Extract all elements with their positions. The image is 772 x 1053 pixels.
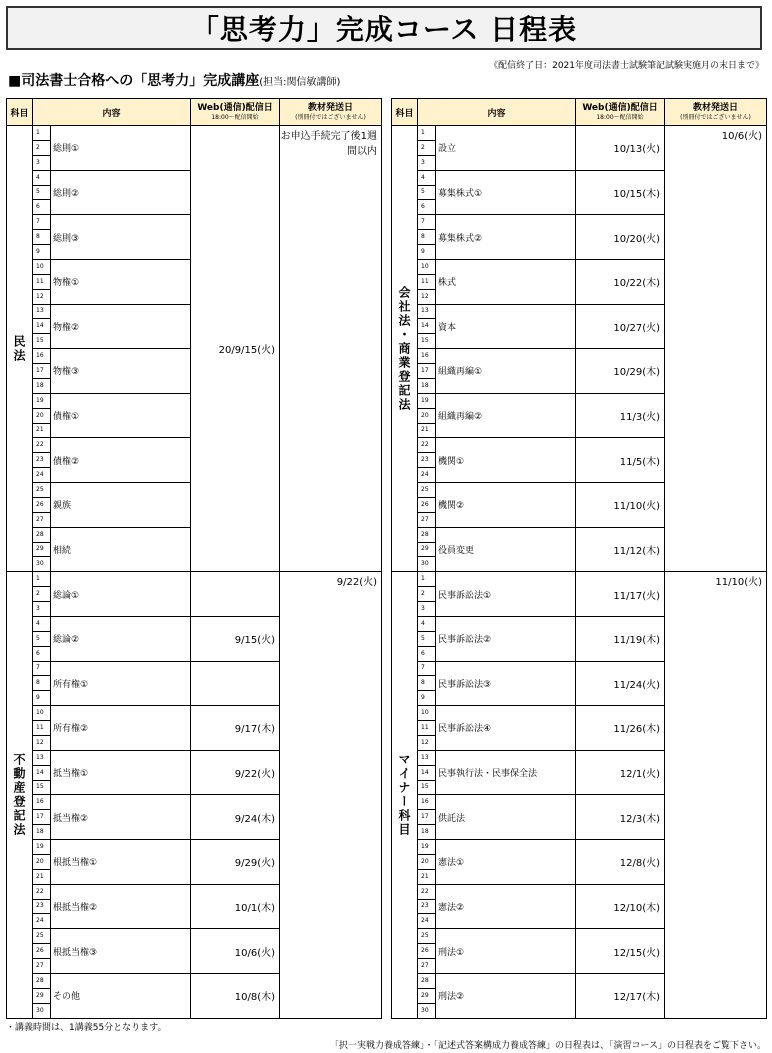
web-date-cell: 9/24(木) (191, 795, 280, 840)
row-number: 15 (418, 334, 436, 349)
row-number: 9 (33, 245, 51, 260)
web-date-cell: 10/20(火) (576, 215, 665, 260)
web-date-cell: 10/22(木) (576, 259, 665, 304)
topic-cell: 抵当権② (51, 795, 191, 840)
row-number: 22 (33, 438, 51, 453)
schedule-table-left (6, 98, 382, 1019)
row-number: 21 (33, 869, 51, 884)
table-row (392, 572, 767, 587)
row-number: 7 (33, 215, 51, 230)
header-subject: 科目 (392, 99, 418, 126)
row-number: 5 (418, 185, 436, 200)
web-date-cell: 11/5(木) (576, 438, 665, 483)
topic-cell: 物権② (51, 304, 191, 349)
row-number: 6 (33, 200, 51, 215)
row-number: 5 (33, 185, 51, 200)
row-number: 14 (33, 319, 51, 334)
row-number: 7 (33, 661, 51, 676)
row-number: 28 (418, 527, 436, 542)
row-number: 25 (33, 483, 51, 498)
row-number: 2 (418, 587, 436, 602)
row-number: 4 (33, 170, 51, 185)
topic-cell: 民事訴訟法② (436, 616, 576, 661)
web-date-cell: 10/6(火) (191, 929, 280, 974)
web-date-cell: 12/15(火) (576, 929, 665, 974)
topic-cell: 憲法① (436, 840, 576, 885)
row-number: 30 (418, 1003, 436, 1018)
subject-cell: 不動産登記法 (7, 572, 33, 1019)
table-row (392, 126, 767, 141)
ship-date-cell: お申込手続完了後1週間以内 (280, 126, 382, 572)
row-number: 10 (418, 259, 436, 274)
row-number: 22 (33, 884, 51, 899)
topic-cell: 総則③ (51, 215, 191, 260)
topic-cell: 抵当権① (51, 750, 191, 795)
row-number: 24 (33, 914, 51, 929)
row-number: 19 (418, 840, 436, 855)
row-number: 6 (33, 646, 51, 661)
web-date-cell: 9/29(火) (191, 840, 280, 885)
web-date-cell: 11/17(火) (576, 572, 665, 617)
topic-cell: 物権① (51, 259, 191, 304)
row-number: 5 (418, 631, 436, 646)
header-content: 内容 (33, 99, 191, 126)
topic-cell: 債権② (51, 438, 191, 483)
row-number: 13 (418, 304, 436, 319)
row-number: 23 (418, 453, 436, 468)
deadline-note: 《配信終了日：2021年度司法書士試験筆記試験実施月の末日まで》 (489, 61, 764, 71)
topic-cell: 親族 (51, 483, 191, 528)
row-number: 27 (418, 512, 436, 527)
row-number: 24 (418, 914, 436, 929)
row-number: 21 (418, 869, 436, 884)
row-number: 3 (33, 155, 51, 170)
row-number: 26 (418, 497, 436, 512)
row-number: 7 (418, 661, 436, 676)
topic-cell: 民事執行法・民事保全法 (436, 750, 576, 795)
topic-cell: 所有権② (51, 706, 191, 751)
row-number: 15 (418, 780, 436, 795)
web-date-cell: 11/19(木) (576, 616, 665, 661)
topic-cell: 機関② (436, 483, 576, 528)
topic-cell: 募集株式① (436, 170, 576, 215)
header-ship-date-sub: (別冊付ではございません) (680, 114, 751, 121)
web-date-cell: 11/12(木) (576, 527, 665, 572)
row-number: 17 (418, 364, 436, 379)
subject-cell: 会社法・商業登記法 (392, 126, 418, 572)
row-number: 23 (33, 453, 51, 468)
header-web-date-label: Web(通信)配信日 (582, 103, 658, 113)
instructor-note: (担当:関信敏講師) (259, 77, 341, 88)
topic-cell: 相続 (51, 527, 191, 572)
row-number: 6 (418, 646, 436, 661)
header-web-date-sub: 18:00～配信開始 (211, 114, 259, 121)
row-number: 16 (418, 349, 436, 364)
topic-cell: 民事訴訟法③ (436, 661, 576, 706)
topic-cell: その他 (51, 973, 191, 1018)
course-name: ■司法書士合格への「思考力」完成講座 (8, 73, 260, 89)
header-web-date (576, 99, 665, 126)
web-date-cell (191, 661, 280, 706)
row-number: 12 (33, 735, 51, 750)
row-number: 2 (33, 587, 51, 602)
topic-cell: 役員変更 (436, 527, 576, 572)
row-number: 30 (33, 1003, 51, 1018)
web-date-cell: 12/3(木) (576, 795, 665, 840)
row-number: 15 (33, 334, 51, 349)
row-number: 10 (33, 706, 51, 721)
header-ship-date-label: 教材発送日 (308, 103, 354, 113)
row-number: 2 (33, 140, 51, 155)
row-number: 8 (33, 230, 51, 245)
ship-date-cell: 9/22(火) (280, 572, 382, 1019)
row-number: 9 (418, 691, 436, 706)
row-number: 30 (418, 557, 436, 572)
row-number: 21 (418, 423, 436, 438)
header-web-date-label: Web(通信)配信日 (197, 103, 273, 113)
topic-cell: 機関① (436, 438, 576, 483)
row-number: 22 (418, 884, 436, 899)
row-number: 14 (33, 765, 51, 780)
header-web-date-sub: 18:00～配信開始 (596, 114, 644, 121)
row-number: 12 (33, 289, 51, 304)
row-number: 29 (418, 988, 436, 1003)
row-number: 1 (418, 572, 436, 587)
row-number: 28 (418, 973, 436, 988)
row-number: 8 (418, 676, 436, 691)
topic-cell: 組織再編② (436, 393, 576, 438)
row-number: 11 (418, 274, 436, 289)
row-number: 4 (33, 616, 51, 631)
row-number: 15 (33, 780, 51, 795)
row-number: 12 (418, 735, 436, 750)
ship-date-cell: 10/6(火) (665, 126, 767, 572)
row-number: 29 (33, 988, 51, 1003)
web-date-cell: 12/10(木) (576, 884, 665, 929)
header-content: 内容 (418, 99, 576, 126)
topic-cell: 設立 (436, 126, 576, 171)
row-number: 11 (33, 274, 51, 289)
row-number: 21 (33, 423, 51, 438)
row-number: 24 (418, 468, 436, 483)
topic-cell: 刑法① (436, 929, 576, 974)
schedule-table-right (391, 98, 767, 1019)
row-number: 24 (33, 468, 51, 483)
row-number: 11 (418, 721, 436, 736)
row-number: 17 (33, 364, 51, 379)
header-ship-date (665, 99, 767, 126)
web-date-cell: 10/8(木) (191, 973, 280, 1018)
row-number: 27 (418, 959, 436, 974)
row-number: 5 (33, 631, 51, 646)
row-number: 30 (33, 557, 51, 572)
web-date-cell: 11/26(木) (576, 706, 665, 751)
row-number: 16 (33, 795, 51, 810)
web-date-cell: 11/24(火) (576, 661, 665, 706)
topic-cell: 憲法② (436, 884, 576, 929)
row-number: 12 (418, 289, 436, 304)
row-number: 25 (418, 929, 436, 944)
topic-cell: 根抵当権③ (51, 929, 191, 974)
row-number: 19 (33, 393, 51, 408)
row-number: 20 (418, 408, 436, 423)
topic-cell: 総論① (51, 572, 191, 617)
header-ship-date-label: 教材発送日 (693, 103, 739, 113)
web-date-cell: 11/10(火) (576, 483, 665, 528)
row-number: 20 (33, 408, 51, 423)
row-number: 10 (33, 259, 51, 274)
header-subject: 科目 (7, 99, 33, 126)
topic-cell: 募集株式② (436, 215, 576, 260)
row-number: 1 (33, 572, 51, 587)
row-number: 1 (33, 126, 51, 141)
row-number: 3 (418, 155, 436, 170)
row-number: 17 (418, 810, 436, 825)
row-number: 26 (418, 944, 436, 959)
web-date-cell: 10/29(木) (576, 349, 665, 394)
topic-cell: 株式 (436, 259, 576, 304)
row-number: 20 (418, 854, 436, 869)
row-number: 13 (33, 750, 51, 765)
row-number: 14 (418, 765, 436, 780)
web-date-cell (191, 572, 280, 617)
row-number: 18 (418, 378, 436, 393)
row-number: 16 (418, 795, 436, 810)
row-number: 3 (418, 602, 436, 617)
web-date-cell: 10/15(木) (576, 170, 665, 215)
row-number: 19 (418, 393, 436, 408)
row-number: 18 (33, 825, 51, 840)
row-number: 26 (33, 497, 51, 512)
topic-cell: 資本 (436, 304, 576, 349)
row-number: 23 (33, 899, 51, 914)
topic-cell: 刑法② (436, 973, 576, 1018)
web-date-cell: 10/1(木) (191, 884, 280, 929)
row-number: 10 (418, 706, 436, 721)
table-row (7, 572, 382, 587)
row-number: 18 (33, 378, 51, 393)
row-number: 14 (418, 319, 436, 334)
row-number: 8 (418, 230, 436, 245)
row-number: 2 (418, 140, 436, 155)
topic-cell: 民事訴訟法① (436, 572, 576, 617)
row-number: 13 (418, 750, 436, 765)
topic-cell: 供託法 (436, 795, 576, 840)
row-number: 22 (418, 438, 436, 453)
row-number: 26 (33, 944, 51, 959)
row-number: 19 (33, 840, 51, 855)
topic-cell: 総則② (51, 170, 191, 215)
row-number: 17 (33, 810, 51, 825)
topic-cell: 根抵当権① (51, 840, 191, 885)
title-box (6, 6, 762, 50)
row-number: 29 (418, 542, 436, 557)
row-number: 27 (33, 512, 51, 527)
footnote-lecture-time: ・講義時間は、1講義55分となります。 (6, 1023, 167, 1033)
web-date-cell: 10/13(火) (576, 126, 665, 171)
header-ship-date-sub: (別冊付ではございません) (295, 114, 366, 121)
topic-cell: 所有権① (51, 661, 191, 706)
web-date-cell: 12/8(火) (576, 840, 665, 885)
web-date-cell: 11/3(火) (576, 393, 665, 438)
web-date-cell: 9/22(火) (191, 750, 280, 795)
footnote-other-schedule: 「択一実戦力養成答練」・「記述式答案構成力養成答練」の日程表は、「演習コース」の日程表をご覧下さい。 (329, 1041, 766, 1051)
topic-cell: 民事訴訟法④ (436, 706, 576, 751)
row-number: 3 (33, 602, 51, 617)
row-number: 20 (33, 854, 51, 869)
web-date-cell: 12/1(火) (576, 750, 665, 795)
row-number: 4 (418, 170, 436, 185)
row-number: 25 (33, 929, 51, 944)
row-number: 28 (33, 973, 51, 988)
row-number: 13 (33, 304, 51, 319)
topic-cell: 組織再編① (436, 349, 576, 394)
subject-cell: 民法 (7, 126, 33, 572)
topic-cell: 総論② (51, 616, 191, 661)
row-number: 6 (418, 200, 436, 215)
web-date-cell: 20/9/15(火) (191, 126, 280, 572)
page-title: 「思考力」完成コース 日程表 (190, 13, 578, 46)
row-number: 4 (418, 616, 436, 631)
row-number: 7 (418, 215, 436, 230)
course-subtitle (8, 70, 340, 90)
table-row (7, 126, 382, 141)
topic-cell: 物権③ (51, 349, 191, 394)
topic-cell: 総則① (51, 126, 191, 171)
row-number: 25 (418, 483, 436, 498)
topic-cell: 債権① (51, 393, 191, 438)
web-date-cell: 12/17(木) (576, 973, 665, 1018)
row-number: 23 (418, 899, 436, 914)
row-number: 29 (33, 542, 51, 557)
row-number: 16 (33, 349, 51, 364)
row-number: 28 (33, 527, 51, 542)
row-number: 8 (33, 676, 51, 691)
subject-cell: マイナー科目 (392, 572, 418, 1019)
header-ship-date (280, 99, 382, 126)
row-number: 1 (418, 126, 436, 141)
topic-cell: 根抵当権② (51, 884, 191, 929)
row-number: 9 (33, 691, 51, 706)
header-web-date (191, 99, 280, 126)
row-number: 11 (33, 721, 51, 736)
ship-date-cell: 11/10(火) (665, 572, 767, 1019)
row-number: 9 (418, 245, 436, 260)
web-date-cell: 9/15(火) (191, 616, 280, 661)
web-date-cell: 10/27(火) (576, 304, 665, 349)
web-date-cell: 9/17(木) (191, 706, 280, 751)
row-number: 27 (33, 959, 51, 974)
row-number: 18 (418, 825, 436, 840)
